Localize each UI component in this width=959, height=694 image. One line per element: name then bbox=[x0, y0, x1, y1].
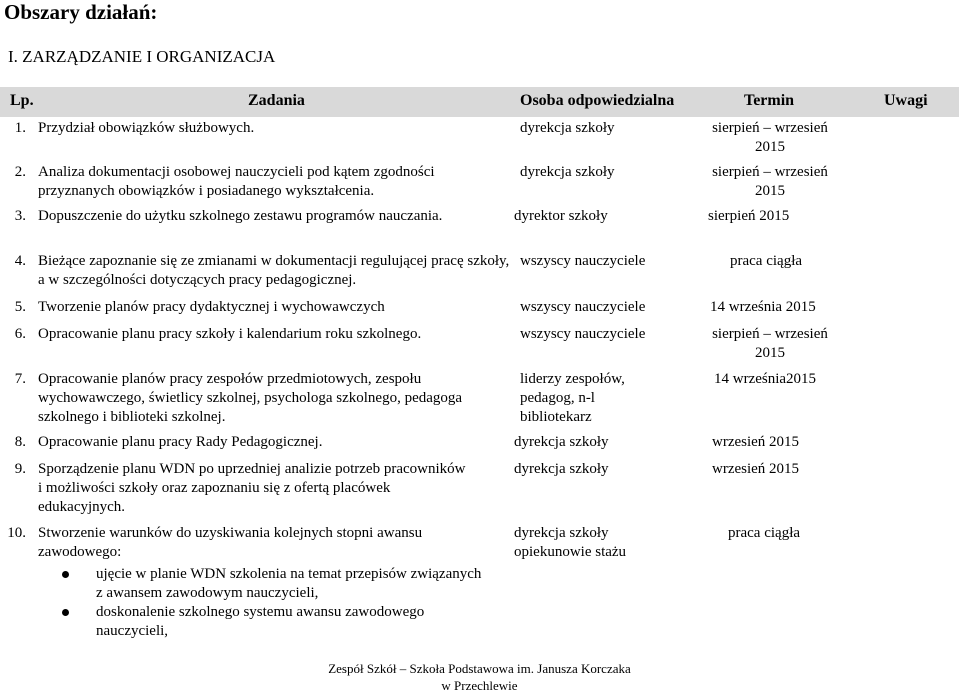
header-zadania: Zadania bbox=[248, 92, 305, 109]
section-title: I. ZARZĄDZANIE I ORGANIZACJA bbox=[8, 47, 276, 66]
task-text: Opracowanie planów pracy zespołów przedmiotowych, zespołu wychowawczego, świetlicy szkolnej, psychologa szkolnego, pedagoga szkolnego i biblioteki szkolnej. bbox=[38, 371, 463, 425]
task-text: Opracowanie planu pracy szkoły i kalendarium roku szkolnego. bbox=[38, 326, 422, 342]
task-text: Stworzenie warunków do uzyskiwania kolejnych stopni awansu zawodowego: bbox=[38, 525, 423, 560]
term-text: sierpień 2015 bbox=[708, 208, 790, 224]
bullet-list bbox=[56, 565, 486, 641]
term-text: praca ciągła bbox=[728, 525, 801, 541]
row-number: 8. bbox=[14, 434, 26, 450]
term-text: sierpień – wrzesień 2015 bbox=[712, 326, 828, 361]
row-number: 3. bbox=[14, 208, 26, 224]
person-text: dyrekcja szkoły bbox=[514, 461, 609, 477]
row-number: 10. bbox=[7, 525, 26, 541]
row-number: 7. bbox=[14, 371, 26, 387]
task-text: Analiza dokumentacji osobowej nauczycieli pod kątem zgodności przyznanych obowiązków i posiadanego wykształcenia. bbox=[38, 164, 435, 199]
person-text: wszyscy nauczyciele bbox=[520, 326, 646, 342]
person-text: wszyscy nauczyciele bbox=[520, 253, 646, 269]
list-item: ujęcie w planie WDN szkolenia na temat przepisów związanych z awansem zawodowym nauczycieli, bbox=[56, 565, 486, 603]
row-number: 4. bbox=[14, 253, 26, 269]
person-text: liderzy zespołów, pedagog, n-l bibliotekarz bbox=[520, 371, 625, 425]
table-header-bar bbox=[0, 87, 959, 117]
page-footer bbox=[0, 660, 959, 694]
row-number: 1. bbox=[14, 120, 26, 136]
term-text: praca ciągła bbox=[730, 253, 803, 269]
task-text: Przydział obowiązków służbowych. bbox=[38, 120, 255, 136]
row-number: 5. bbox=[14, 299, 26, 315]
header-uwagi: Uwagi bbox=[884, 92, 928, 109]
page-title: Obszary działań: bbox=[4, 0, 158, 24]
term-text: sierpień – wrzesień 2015 bbox=[712, 164, 828, 199]
term-text: sierpień – wrzesień 2015 bbox=[712, 120, 828, 155]
person-text: dyrekcja szkoły bbox=[514, 434, 609, 450]
footer-line: Zespół Szkół – Szkoła Podstawowa im. Janusza Korczaka bbox=[328, 661, 631, 676]
person-text: dyrekcja szkoły bbox=[520, 120, 615, 136]
row-number: 6. bbox=[14, 326, 26, 342]
term-text: 14 września 2015 bbox=[710, 299, 816, 315]
list-item: doskonalenie szkolnego systemu awansu zawodowego nauczycieli, bbox=[56, 603, 486, 641]
task-text: Tworzenie planów pracy dydaktycznej i wychowawczych bbox=[38, 299, 385, 315]
header-osoba: Osoba odpowiedzialna bbox=[520, 92, 675, 109]
task-text: Opracowanie planu pracy Rady Pedagogicznej. bbox=[38, 434, 323, 450]
task-text: Bieżące zapoznanie się ze zmianami w dokumentacji regulującej pracę szkoły, a w szczególności dotyczących pracy pedagogicznej. bbox=[38, 253, 510, 288]
person-text: dyrektor szkoły bbox=[514, 208, 608, 224]
person-text: wszyscy nauczyciele bbox=[520, 299, 646, 315]
term-text: wrzesień 2015 bbox=[712, 434, 800, 450]
person-text: dyrekcja szkoły opiekunowie stażu bbox=[514, 525, 627, 560]
task-text: Dopuszczenie do użytku szkolnego zestawu programów nauczania. bbox=[38, 208, 443, 224]
header-termin: Termin bbox=[744, 92, 795, 109]
person-text: dyrekcja szkoły bbox=[520, 164, 615, 180]
task-text: Sporządzenie planu WDN po uprzedniej analizie potrzeb pracowników i możliwości szkoły oraz zapoznaniu się z ofertą placówek edukacyjnych. bbox=[38, 461, 466, 515]
term-text: 14 września2015 bbox=[714, 371, 817, 387]
row-number: 9. bbox=[14, 461, 26, 477]
header-lp: Lp. bbox=[10, 92, 34, 109]
footer-line: w Przechlewie bbox=[441, 678, 518, 693]
term-text: wrzesień 2015 bbox=[712, 461, 800, 477]
row-number: 2. bbox=[14, 164, 26, 180]
